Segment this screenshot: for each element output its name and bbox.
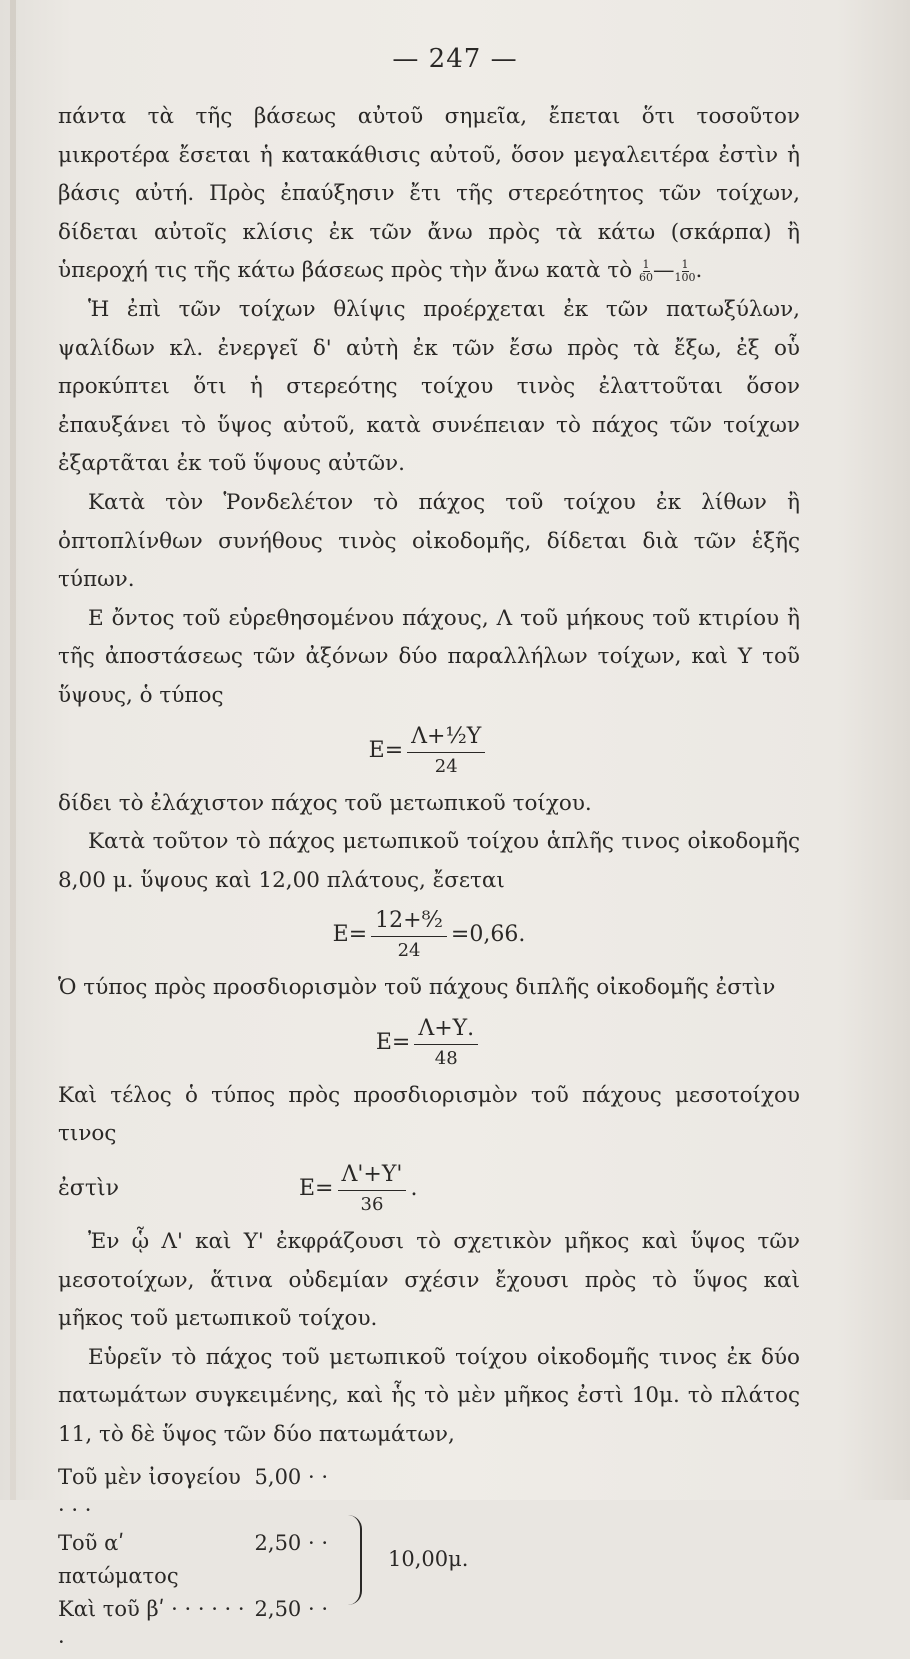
formula-2 bbox=[58, 906, 800, 965]
paragraph-6: Κατὰ τοῦτον τὸ πάχος μετωπικοῦ τοίχου ἁπλῆς τινος οἰκοδομῆς 8,00 μ. ὕψους καὶ 12,00 πλάτους, ἔσεται bbox=[58, 829, 800, 893]
row-label: Τοῦ αʹ πατώματος bbox=[58, 1530, 179, 1588]
formula-result: =0,66. bbox=[450, 922, 526, 948]
table-row bbox=[58, 1593, 328, 1659]
frac-den: 60 bbox=[639, 270, 654, 284]
table-rows bbox=[58, 1461, 328, 1659]
formula-denominator: 24 bbox=[434, 755, 458, 777]
formula-end: . bbox=[410, 1176, 418, 1202]
formula-denominator: 24 bbox=[397, 940, 421, 962]
row-value: 5,00 · · bbox=[254, 1464, 328, 1489]
formula-denominator: 36 bbox=[360, 1194, 384, 1216]
paragraph-3: Κατὰ τὸν Ῥονδελέτον τὸ πάχος τοῦ τοίχου ἐκ λίθων ἢ ὀπτοπλίνθων συνήθους τινὸς οἰκοδομῆς, δίδεται διὰ τῶν ἑξῆς τύπων. bbox=[58, 489, 800, 593]
formula-lhs: Ε= bbox=[332, 922, 368, 948]
formula-3 bbox=[58, 1014, 800, 1073]
paragraph-1: πάντα τὰ τῆς βάσεως αὐτοῦ σημεῖα, ἔπεται ὅτι τοσοῦτον μικροτέρα ἔσεται ἡ κατακάθισις αὐτοῦ, ὅσον μεγαλειτέρα ἐστὶν ἡ βάσις αὐτή. Πρὸς ἐπαύξησιν ἔτι τῆς στερεότητος τῶν τοίχων, δίδεται αὐτοῖς κλίσις ἐκ τῶν ἄνω πρὸς τὰ κάτω (σκάρπα) ἢ ὑπεροχή τις τῆς κάτω βάσεως πρὸς τὴν ἄνω κατὰ τὸ $\frac{1}{60}$ — $\frac{1}{100}$ . bbox=[58, 104, 800, 284]
formula-fraction bbox=[414, 1014, 478, 1073]
fraction-sixtieth bbox=[639, 259, 653, 284]
fraction-hundredth bbox=[675, 259, 696, 284]
page-edge bbox=[10, 0, 16, 1500]
row-label: Τοῦ μὲν ἰσογείου · · · bbox=[58, 1464, 241, 1522]
paragraph-9: Ἐν ᾧ Λ' καὶ Υ' ἐκφράζουσι τὸ σχετικὸν μῆκος καὶ ὕψος τῶν μεσοτοίχων, ἅτινα οὐδεμίαν σχέσιν ἔχουσι πρὸς τὸ ὕψος καὶ μῆκος τοῦ μετωπικοῦ τοίχου. bbox=[58, 1229, 800, 1332]
formula-denominator: 48 bbox=[434, 1047, 458, 1069]
paragraph-5: δίδει τὸ ἐλάχιστον πάχος τοῦ μετωπικοῦ τοίχου. bbox=[58, 790, 592, 816]
formula-numerator: Λ+½Υ bbox=[407, 722, 485, 753]
formula-lhs: Ε= bbox=[299, 1176, 334, 1202]
table-total: 10,00μ. bbox=[388, 1547, 469, 1572]
frac-num: 1 bbox=[681, 257, 689, 271]
formula-fraction bbox=[407, 722, 485, 781]
frac-den: 100 bbox=[674, 270, 696, 284]
paragraph-4: Ε ὄντος τοῦ εὑρεθησομένου πάχους, Λ τοῦ μήκους τοῦ κτιρίου ἢ τῆς ἀποστάσεως τῶν ἀξόνων δύο παραλλήλων τοίχων, καὶ Υ τοῦ ὕψους, ὁ τύπος bbox=[58, 605, 800, 708]
formula-lhs: Ε= bbox=[375, 1030, 411, 1056]
row-value: 2,50 · · bbox=[254, 1530, 328, 1555]
paragraph-8: Καὶ τέλος ὁ τύπος πρὸς προσδιορισμὸν τοῦ πάχους μεσοτοίχου τινος bbox=[58, 1082, 800, 1147]
row-value: 2,50 · · bbox=[254, 1596, 328, 1621]
paragraph-8-tail: ἐστὶν bbox=[58, 1176, 119, 1202]
formula-numerator: 12+⁸⁄₂ bbox=[371, 906, 447, 937]
formula-lhs: Ε= bbox=[368, 737, 404, 763]
paragraph-1-text: πάντα τὰ τῆς βάσεως αὐτοῦ σημεῖα, ἔπεται ὅτι τοσοῦτον μικροτέρα ἔσεται ἡ κατακάθισις αὐτοῦ, ὅσον μεγαλειτέρα ἐστὶν ἡ βάσις αὐτή. Πρὸς ἐπαύξησιν ἔτι τῆς στερεότητος τῶν τοίχων, δίδεται αὐτοῖς κλίσις ἐκ τῶν ἄνω πρὸς τὰ κάτω (σκάρπα) ἢ ὑπεροχή τις τῆς κάτω βάσεως πρὸς τὴν ἄνω κατὰ τὸ bbox=[58, 104, 800, 284]
paragraph-7: Ὁ τύπος πρὸς προσδιορισμὸν τοῦ πάχους διπλῆς οἰκοδομῆς ἐστὶν bbox=[58, 975, 776, 1001]
paragraph-1-end: . bbox=[695, 258, 703, 284]
page-body bbox=[58, 98, 800, 1659]
brace-icon bbox=[348, 1515, 362, 1605]
table-row bbox=[58, 1527, 328, 1593]
frac-num: 1 bbox=[642, 257, 650, 271]
table-row bbox=[58, 1461, 328, 1527]
page-number: — 247 — bbox=[392, 44, 518, 74]
formula-numerator: Λ+Υ. bbox=[414, 1014, 478, 1045]
formula-fraction bbox=[371, 906, 447, 965]
formula-4 bbox=[58, 1160, 800, 1219]
formula-numerator: Λ'+Υ' bbox=[338, 1160, 407, 1191]
paragraph-10: Εὑρεῖν τὸ πάχος τοῦ μετωπικοῦ τοίχου οἰκοδομῆς τινος ἐκ δύο πατωμάτων συγκειμένης, καὶ ἧς τὸ μὲν μῆκος ἐστὶ 10μ. τὸ πλάτος 11, τὸ δὲ ὕψος τῶν δύο πατωμάτων, bbox=[58, 1344, 800, 1448]
formula-1 bbox=[58, 722, 800, 781]
formula-fraction bbox=[338, 1160, 407, 1219]
row-label: Καὶ τοῦ βʹ · · · · · · · bbox=[58, 1596, 245, 1654]
floor-heights-table bbox=[58, 1461, 800, 1659]
paragraph-2: Ἡ ἐπὶ τῶν τοίχων θλίψις προέρχεται ἐκ τῶν πατωξύλων, ψαλίδων κλ. ἐνεργεῖ δ' αὐτὴ ἐκ τῶν ἔσω πρὸς τὰ ἔξω, ἐξ οὗ προκύπτει ὅτι ἡ στερεότης τοίχου τινὸς ἐλαττοῦται ὅσον ἐπαυξάνει τὸ ὕψος αὐτοῦ, κατὰ συνέπειαν τὸ πάχος τῶν τοίχων ἐξαρτᾶται ἐκ τοῦ ὕψους αὐτῶν. bbox=[58, 296, 800, 477]
